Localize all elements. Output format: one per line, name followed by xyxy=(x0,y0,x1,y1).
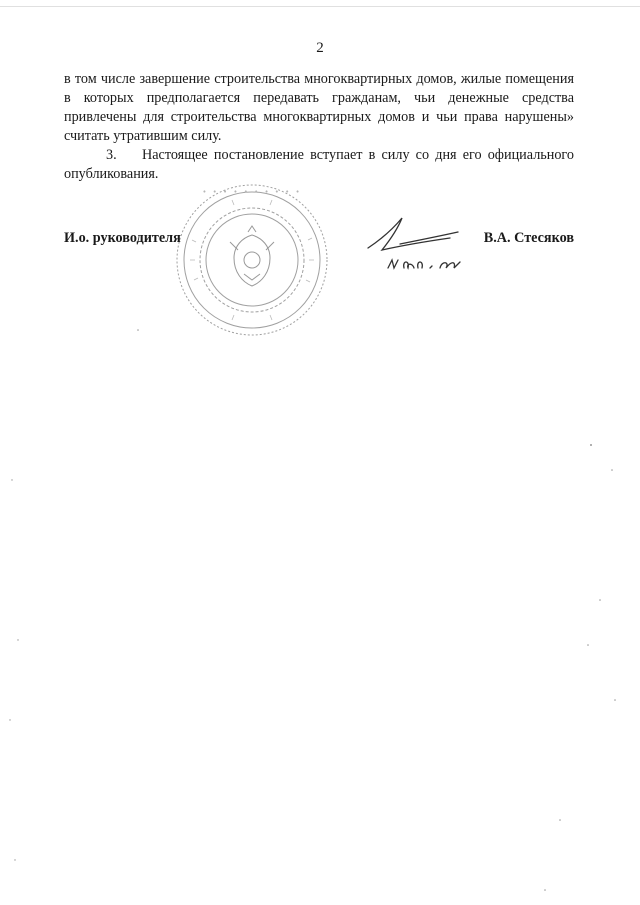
signatory-title: И.о. руководителя xyxy=(64,230,181,246)
item-3-text: Настоящее постановление вступает в силу со дня его официального опубликования. xyxy=(64,147,574,182)
page-number: 2 xyxy=(316,40,324,56)
svg-text:• • • • • • • • • •: • • • • • • • • • • xyxy=(202,188,302,196)
signatory-name: В.А. Стесяков xyxy=(483,230,574,246)
paragraph-continuation: в том числе завершение строительства многоквартирных домов, жилые помещения в которых предполагается передавать гражданам, чьи денежные средства привлечены для строительства многоквартирных домов и чьи права нарушены» считать утратившим силу. xyxy=(64,71,574,144)
item-number: 3. xyxy=(106,147,117,163)
